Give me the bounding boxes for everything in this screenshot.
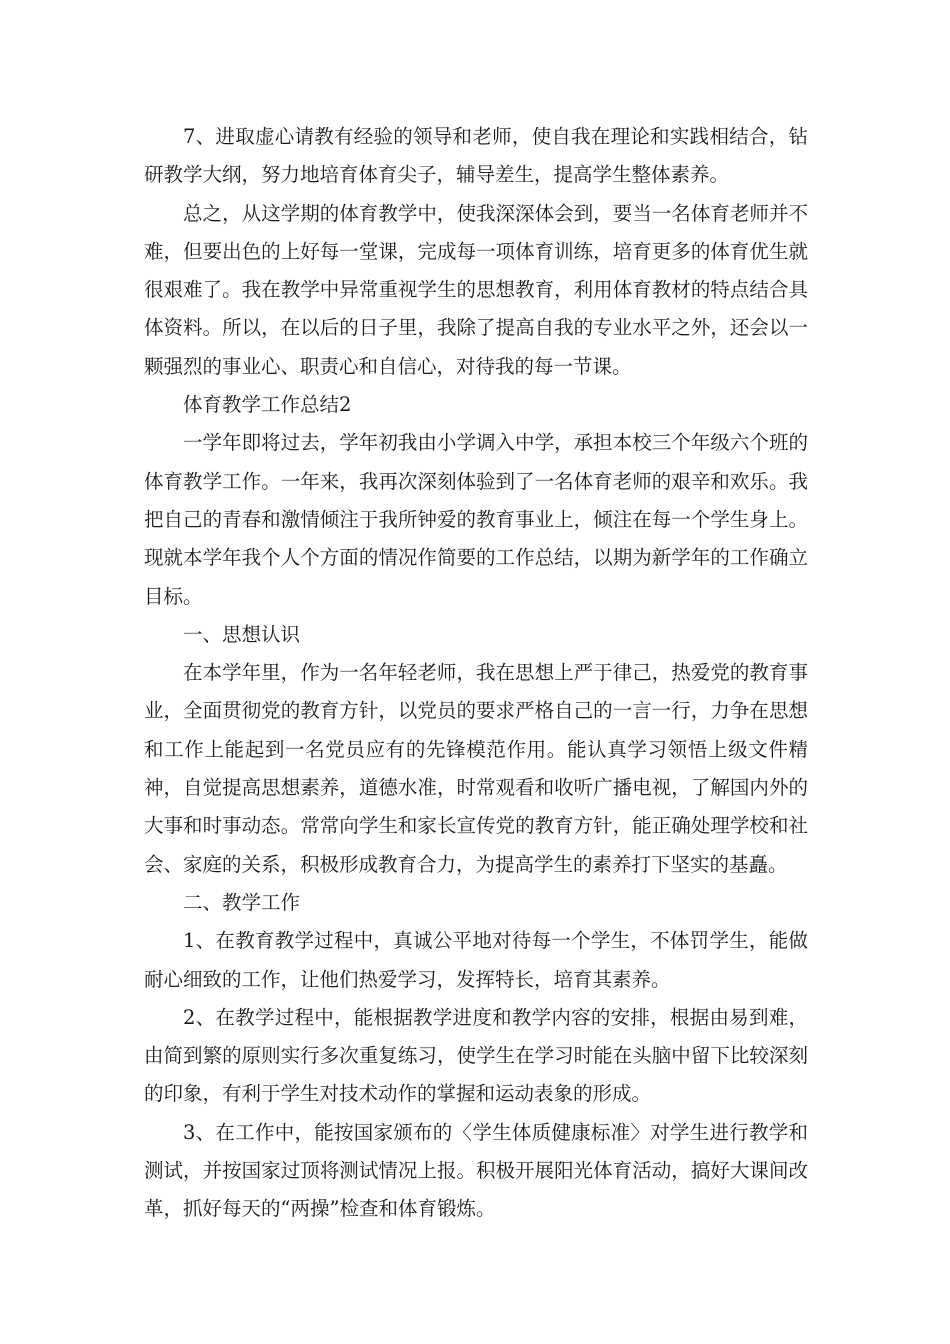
- document-body: [144, 118, 808, 1229]
- paragraph-teaching-3: 3、在工作中，能按国家颁布的〈学生体质健康标准〉对学生进行教学和测试，并按国家过顶将测试情况上报。积极开展阳光体育活动，搞好大课间改革，抓好每天的“两操”检查和体育锻炼。: [144, 1120, 808, 1221]
- heading-teaching-work: 二、教学工作: [183, 890, 301, 914]
- heading-ideology: 一、思想认识: [183, 622, 301, 646]
- section-title-summary-2: 体育教学工作总结2: [183, 393, 352, 417]
- paragraph-item-7: 7、进取虚心请教有经验的领导和老师，使自我在理论和实践相结合，钻研教学大纲，努力地培育体育尖子，辅导差生，提高学生整体素养。: [144, 125, 808, 187]
- paragraph-conclusion: 总之，从这学期的体育教学中，使我深深体会到，要当一名体育老师并不难，但要出色的上好每一堂课，完成每一项体育训练，培育更多的体育优生就很艰难了。我在教学中异常重视学生的思想教育，利用体育教材的特点结合具体资料。所以，在以后的日子里，我除了提高自我的专业水平之外，还会以一颗强烈的事业心、职责心和自信心，对待我的每一节课。: [144, 201, 808, 378]
- paragraph-teaching-1: 1、在教育教学过程中，真诚公平地对待每一个学生，不体罚学生，能做耐心细致的工作，让他们热爱学习，发挥特长，培育其素养。: [144, 929, 808, 991]
- paragraph-intro: 一学年即将过去，学年初我由小学调入中学，承担本校三个年级六个班的体育教学工作。一年来，我再次深刻体验到了一名体育老师的艰辛和欢乐。我把自己的青春和激情倾注于我所钟爱的教育事业上，倾注在每一个学生身上。现就本学年我个人个方面的情况作简要的工作总结，以期为新学年的工作确立目标。: [144, 431, 808, 608]
- paragraph-teaching-2: 2、在教学过程中，能根据教学进度和教学内容的安排，根据由易到难，由简到繁的原则实行多次重复练习，使学生在学习时能在头脑中留下比较深刻的印象，有利于学生对技术动作的掌握和运动表象的形成。: [144, 1005, 808, 1106]
- paragraph-ideology: 在本学年里，作为一名年轻老师，我在思想上严于律己，热爱党的教育事业，全面贯彻党的教育方针，以党员的要求严格自己的一言一行，力争在思想和工作上能起到一名党员应有的先锋模范作用。能认真学习领悟上级文件精神，自觉提高思想素养，道德水准，时常观看和收听广播电视，了解国内外的大事和时事动态。常常向学生和家长宣传党的教育方针，能正确处理学校和社会、家庭的关系，积极形成教育合力，为提高学生的素养打下坚实的基矗。: [144, 661, 808, 876]
